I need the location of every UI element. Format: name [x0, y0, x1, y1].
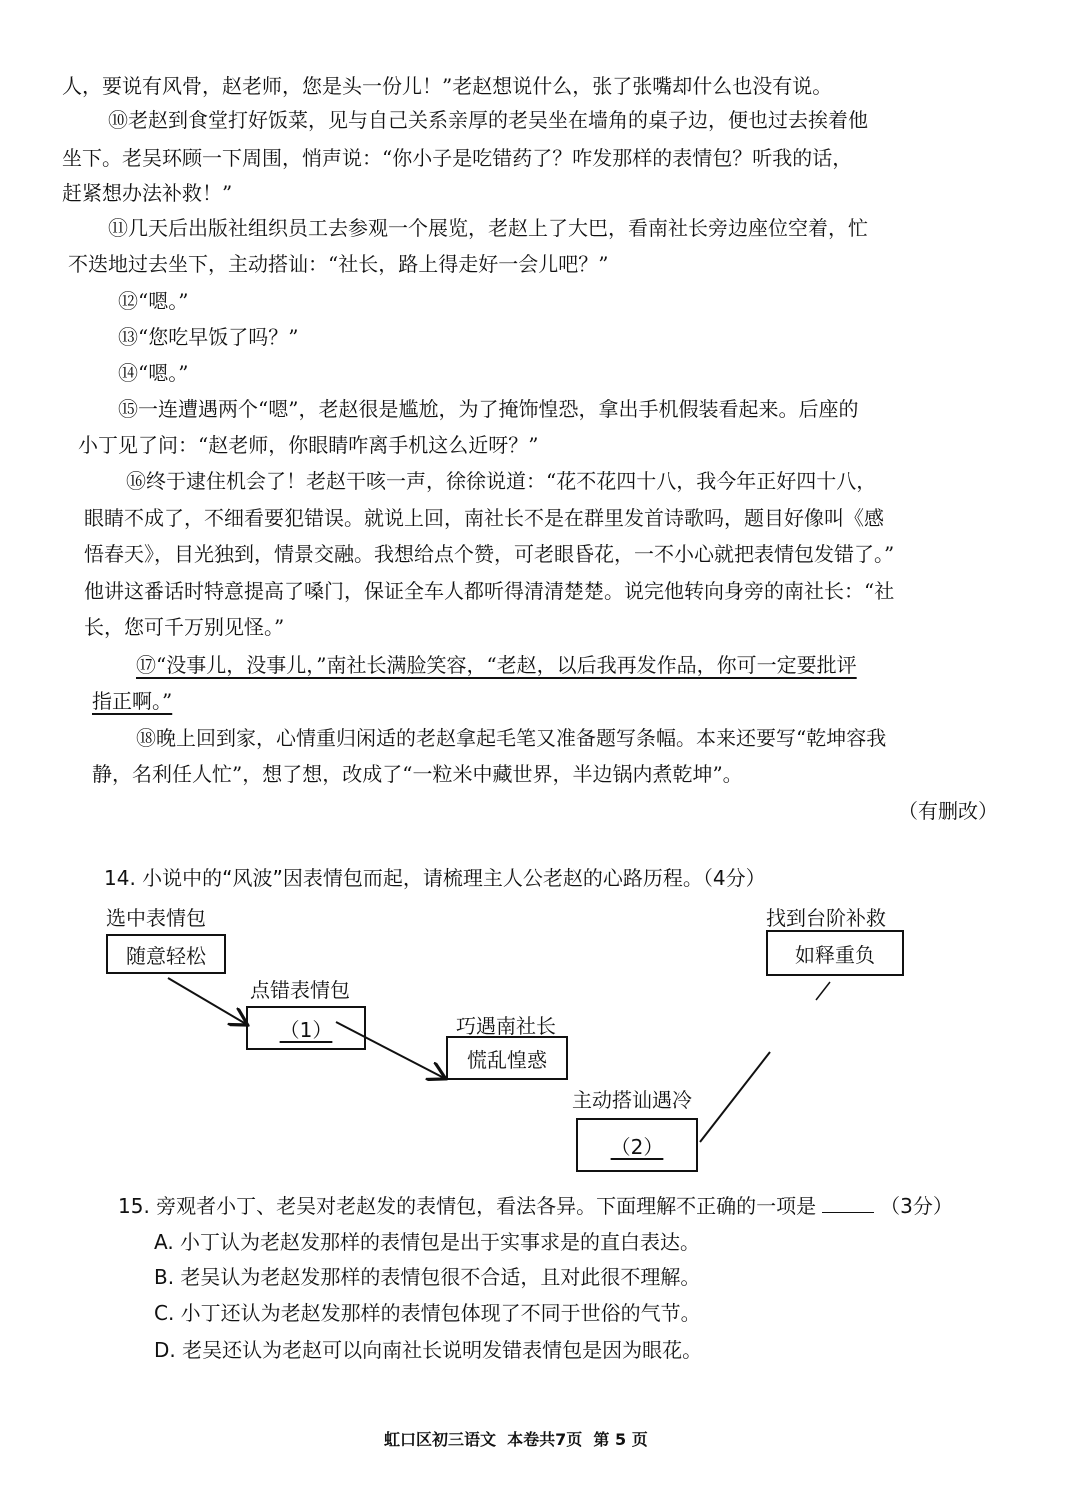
stage-4-box	[576, 1118, 698, 1172]
passage-line: 悟春天》，目光独到，情景交融。我想给点个赞，可老眼昏花，一不小心就把表情包发错了。”	[84, 542, 895, 566]
passage-line: 小丁见了问：“赵老师，你眼睛咋离手机这么近呀？”	[78, 433, 539, 457]
stage-1-label: 选中表情包	[106, 906, 206, 930]
passage-line: ⑯终于逮住机会了！老赵干咳一声，徐徐说道：“花不花四十八，我今年正好四十八，	[126, 469, 877, 493]
q14-stem: 14. 小说中的“风波”因表情包而起，请梳理主人公老赵的心路历程。（4分）	[104, 866, 766, 890]
stage-3-box	[446, 1036, 568, 1080]
q15-answer-blank[interactable]	[822, 1194, 874, 1213]
q15-option-a[interactable]: A. 小丁认为老赵发那样的表情包是出于实事求是的直白表达。	[154, 1230, 701, 1254]
q15-stem	[118, 1192, 953, 1220]
stage-5-box	[766, 930, 904, 976]
arrow-3	[700, 1052, 770, 1142]
answer-blank-1[interactable]: （1）	[279, 1017, 333, 1042]
passage-line: ⑪几天后出版社组织员工去参观一个展览，老赵上了大巴，看南社长旁边座位空着，忙	[108, 216, 868, 240]
q15-option-b[interactable]: B. 老吴认为老赵发那样的表情包很不合适，且对此很不理解。	[154, 1265, 701, 1289]
passage-line: ⑭“嗯。”	[118, 361, 189, 385]
stage-1-box	[106, 934, 226, 974]
passage-line: ⑩老赵到食堂打好饭菜，见与自己关系亲厚的老吴坐在墙角的桌子边，便也过去挨着他	[108, 108, 868, 132]
passage-line-underlined: ⑰“没事儿，没事儿，”南社长满脸笑容，“老赵，以后我再发作品，你可一定要批评	[136, 653, 857, 677]
passage-line: ⑮一连遭遇两个“嗯”，老赵很是尴尬，为了掩饰惶恐，拿出手机假装看起来。后座的	[118, 397, 859, 421]
stage-2-label: 点错表情包	[250, 978, 350, 1002]
passage-line: 不迭地过去坐下，主动搭讪：“社长，路上得走好一会儿吧？”	[68, 252, 609, 276]
q15-score: （3分）	[880, 1194, 953, 1218]
source-note: （有删改）	[898, 799, 998, 823]
passage-line: ⑬“您吃早饭了吗？”	[118, 325, 299, 349]
q15-stem-text: 15. 旁观者小丁、老吴对老赵发的表情包，看法各异。下面理解不正确的一项是	[118, 1194, 817, 1218]
passage-line: 他讲这番话时特意提高了嗓门，保证全车人都听得清清楚楚。说完他转向身旁的南社长：“社	[84, 579, 895, 603]
page-footer: 虹口区初三语文 本卷共7页 第 5 页	[384, 1430, 648, 1449]
stage-2-box	[246, 1006, 366, 1050]
answer-blank-2[interactable]: （2）	[610, 1134, 664, 1159]
stage-5-feeling: 如释重负	[795, 942, 875, 967]
passage-line: ⑫“嗯。”	[118, 289, 189, 313]
passage-line: 赶紧想办法补救！”	[62, 181, 233, 205]
passage-line: 静，名利任人忙”，想了想，改成了“一粒米中藏世界，半边锅内煮乾坤”。	[92, 762, 743, 786]
passage-line: ⑱晚上回到家，心情重归闲适的老赵拿起毛笔又准备题写条幅。本来还要写“乾坤容我	[136, 726, 887, 750]
stage-5-label: 找到台阶补救	[766, 906, 886, 930]
q15-option-d[interactable]: D. 老吴还认为老赵可以向南社长说明发错表情包是因为眼花。	[154, 1338, 703, 1362]
passage-line: 长，您可千万别见怪。”	[84, 615, 285, 639]
passage-line: 眼睛不成了，不细看要犯错误。就说上回，南社长不是在群里发首诗歌吗，题目好像叫《感	[84, 506, 884, 530]
stage-3-label: 巧遇南社长	[456, 1014, 556, 1038]
arrow-3-dash	[816, 982, 830, 1000]
stage-1-feeling: 随意轻松	[126, 943, 206, 968]
q15-option-c[interactable]: C. 小丁还认为老赵发那样的表情包体现了不同于世俗的气节。	[154, 1301, 701, 1325]
passage-line-underlined: 指正啊。”	[92, 689, 173, 713]
stage-3-feeling: 慌乱惶惑	[467, 1047, 547, 1072]
passage-line: 坐下。老吴环顾一下周围，悄声说：“你小子是吃错药了？咋发那样的表情包？听我的话，	[62, 146, 853, 170]
stage-4-label: 主动搭讪遇冷	[572, 1088, 692, 1112]
passage-line: 人，要说有风骨，赵老师，您是头一份儿！”老赵想说什么，张了张嘴却什么也没有说。	[62, 74, 833, 98]
arrow-1	[168, 978, 246, 1024]
